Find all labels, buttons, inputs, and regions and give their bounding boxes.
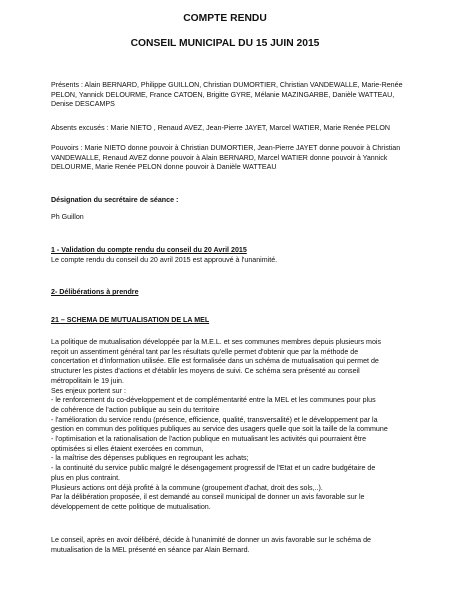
body-line: développement de cette politique de mutualisation. [51,502,211,511]
body-line: - la maîtrise des dépenses publiques en regroupant les achats; [51,454,249,463]
section-2-heading: 2- Délibérations à prendre [51,288,139,296]
secretaire-section [51,196,403,222]
pouvoirs-line: DELOURME, Marie Renée PELON donne pouvoir à Danièle WATTEAU [51,163,277,172]
secretaire-heading: Désignation du secrétaire de séance : [51,196,179,204]
presents-line: PELON, Yannick DELOURME, France CATOEN, Brigitte GYRE, Mélanie MAZINGARBE, Danièle WATTEAU, [51,90,395,99]
document-subtitle: CONSEIL MUNICIPAL DU 15 JUIN 2015 [130,38,320,49]
body-line: reçoit un assentiment général tant par les résultats qu'elle permet d'obtenir que par la méthode de [51,347,359,356]
conclusion-paragraph [51,536,403,555]
pouvoirs-line: Pouvoirs : Marie NIETO donne pouvoir à Christian DUMORTIER, Jean-Pierre JAYET donne pouvoir à Christian [51,144,401,152]
presents-paragraph [51,81,403,110]
body-line: optimisées si elles étaient exercées en commun, [51,444,204,453]
body-line: métropolitain le 19 juin. [51,376,124,385]
section-1 [51,246,403,265]
section-21-heading: 21 – SCHEMA DE MUTUALISATION DE LA MEL [51,316,210,324]
body-line: - l'amélioration du service rendu (présence, efficience, qualité, transversalité) et le développement par la [51,415,378,424]
section-2 [51,288,403,298]
body-line: Plusieurs actions ont déjà profité à la commune (groupement d'achat, droit des sols,..). [51,483,323,492]
absents-line: Absents excusés : Marie NIETO , Renaud AVEZ, Jean-Pierre JAYET, Marcel WATIER, Marie Renée PELON [51,124,391,132]
presents-line: Denise DESCAMPS [51,100,115,109]
body-line: La politique de mutualisation développée par la M.E.L. et ses communes membres depuis plusieurs mois [51,338,382,346]
document-title: COMPTE RENDU [183,13,267,24]
body-line: Ses enjeux portent sur : [51,386,126,395]
body-line: concertation et d'information utilisée. Elle est formalisée dans un schéma de mutualisation qui permet de [51,357,379,366]
pouvoirs-line: VANDEWALLE, Renaud AVEZ donne pouvoir à Alain BERNARD, Marcel WATIER donne pouvoir à Yannick [51,153,388,162]
body-line: - le renforcement du co-développement et de complémentarité entre la MEL et les communes pour plus [51,396,376,405]
section-21-body [51,338,403,513]
section-1-text: Le compte rendu du conseil du 20 avril 2015 est approuvé à l'unanimité. [51,255,278,264]
body-line: plus en plus contraint. [51,473,121,482]
conclusion-line: mutualisation de la MEL présenté en séance par Alain Bernard. [51,545,250,554]
section-1-heading: 1 - Validation du compte rendu du conseil du 20 Avril 2015 [51,246,247,254]
pouvoirs-paragraph [51,144,403,173]
absents-paragraph [51,124,403,134]
body-line: - la continuité du service public malgré le désengagement progressif de l'Etat et un cadre budgétaire de [51,464,376,473]
body-line: structurer les pistes d'actions et d'établir les moyens de suivi. Ce schéma sera présenté au conseil [51,367,360,376]
conclusion-line: Le conseil, après en avoir délibéré, décide à l'unanimité de donner un avis favorable sur le schéma de [51,536,371,544]
secretaire-name: Ph Guillon [51,212,84,221]
body-line: Par la délibération proposée, il est demandé au conseil municipal de donner un avis favorable sur le [51,493,365,502]
section-21 [51,316,403,326]
body-line: gestion en commun des politiques publiques au service des usagers quelle que soit la taille de la commune [51,425,388,434]
body-line: - l'optimisation et la rationalisation de l'action publique en mutualisant les activités qui pourraient être [51,435,367,444]
presents-line: Présents : Alain BERNARD, Philippe GUILLON, Christian DUMORTIER, Christian VANDEWALLE, Marie-Renée [51,81,403,89]
body-line: de cohérence de l'action publique au sein du territoire [51,405,220,414]
